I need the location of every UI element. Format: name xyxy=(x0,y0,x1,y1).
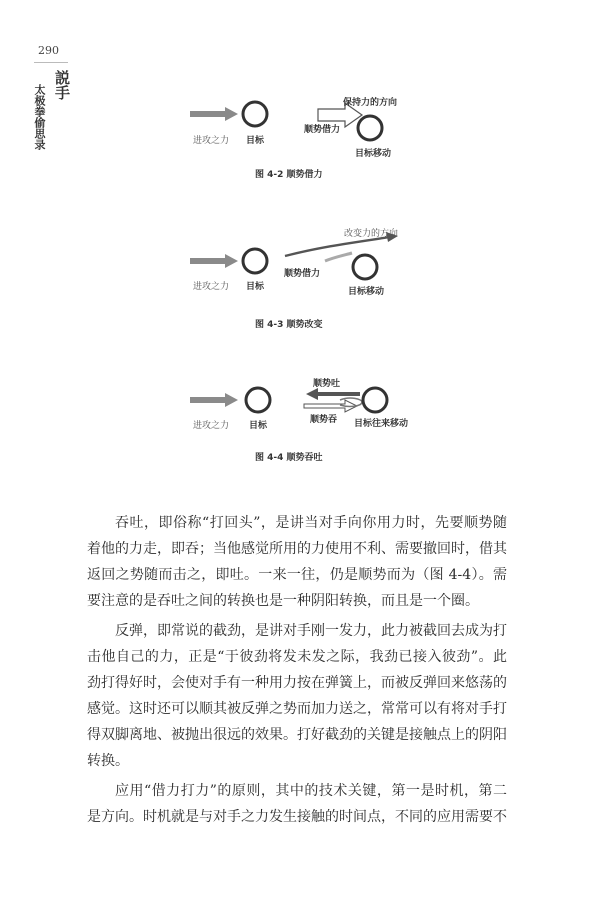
moving-target-circle xyxy=(363,388,387,412)
figure-caption: 图 4-2 顺势借力 xyxy=(255,170,323,180)
target-circle xyxy=(243,102,267,126)
series-subtitle: 太极拳偷思录 xyxy=(33,84,46,150)
series-title: 説手 xyxy=(53,70,71,100)
figure-4-4 xyxy=(0,372,600,464)
keep-direction-label: 保持力的方向 xyxy=(343,98,398,108)
moved-target-circle xyxy=(358,116,382,140)
follow-spit-label: 顺势吐 xyxy=(313,379,341,389)
figure-caption: 图 4-3 顺势改变 xyxy=(255,320,323,330)
paragraph: 吞吐，即俗称“打回头”，是讲当对手向你用力时，先要顺势随着他的力走，即吞；当他感觉所用的力使用不利、需要撤回时，借其返回之势随而击之，即吐。一来一往，仍是顺势而为（图 4-4）。需要注意的是吞吐之间的转换也是一种阴阳转换，而且是一个圈。 xyxy=(87,515,507,609)
figure-4-2 xyxy=(0,90,600,185)
attack-force-arrow xyxy=(190,393,238,407)
target-label: 目标 xyxy=(246,136,265,146)
attack-force-label: 进攻之力 xyxy=(193,136,230,146)
follow-borrow-label: 顺势借力 xyxy=(304,125,341,135)
target-moves-back-forth-label: 目标往来移动 xyxy=(354,419,409,429)
page-number: 290 xyxy=(38,44,59,57)
paragraph: 应用“借力打力”的原则，其中的技术关键，第一是时机，第二是方向。时机就是与对手之力发生接触的时间点，不同的应用需要不 xyxy=(87,783,507,825)
attack-force-arrow xyxy=(190,254,238,268)
target-circle xyxy=(243,249,267,273)
follow-swallow-label: 顺势吞 xyxy=(310,415,338,425)
moved-target-circle xyxy=(353,255,377,279)
figure-4-3 xyxy=(0,225,600,335)
paragraph: 反弹，即常说的截劲，是讲对手刚一发力，此力被截回去成为打击他自己的力，正是“于彼劲将发未发之际，我劲已接入彼劲”。此劲打得好时，会使对手有一种用力按在弹簧上，而被反弹回来悠荡的感觉。这时还可以顺其被反弹之势而加力送之，常常可以有将对手打得双脚离地、被抛出很远的效果。打好截劲的关键是接触点上的阴阳转换。 xyxy=(87,623,507,769)
change-direction-arrow xyxy=(285,237,390,256)
follow-borrow-path xyxy=(325,253,352,261)
change-direction-label: 改变力的方向 xyxy=(344,229,399,239)
header-rule xyxy=(34,62,68,63)
target-circle xyxy=(246,388,270,412)
target-label: 目标 xyxy=(246,282,265,292)
body-text xyxy=(87,510,507,834)
attack-force-arrow xyxy=(190,107,238,121)
target-label: 目标 xyxy=(249,421,268,431)
target-moves-label: 目标移动 xyxy=(348,287,385,297)
attack-force-label: 进攻之力 xyxy=(193,282,230,292)
figure-caption: 图 4-4 顺势吞吐 xyxy=(255,453,323,463)
follow-borrow-label: 顺势借力 xyxy=(284,269,321,279)
attack-force-label: 进攻之力 xyxy=(193,421,230,431)
target-moves-label: 目标移动 xyxy=(355,149,392,159)
